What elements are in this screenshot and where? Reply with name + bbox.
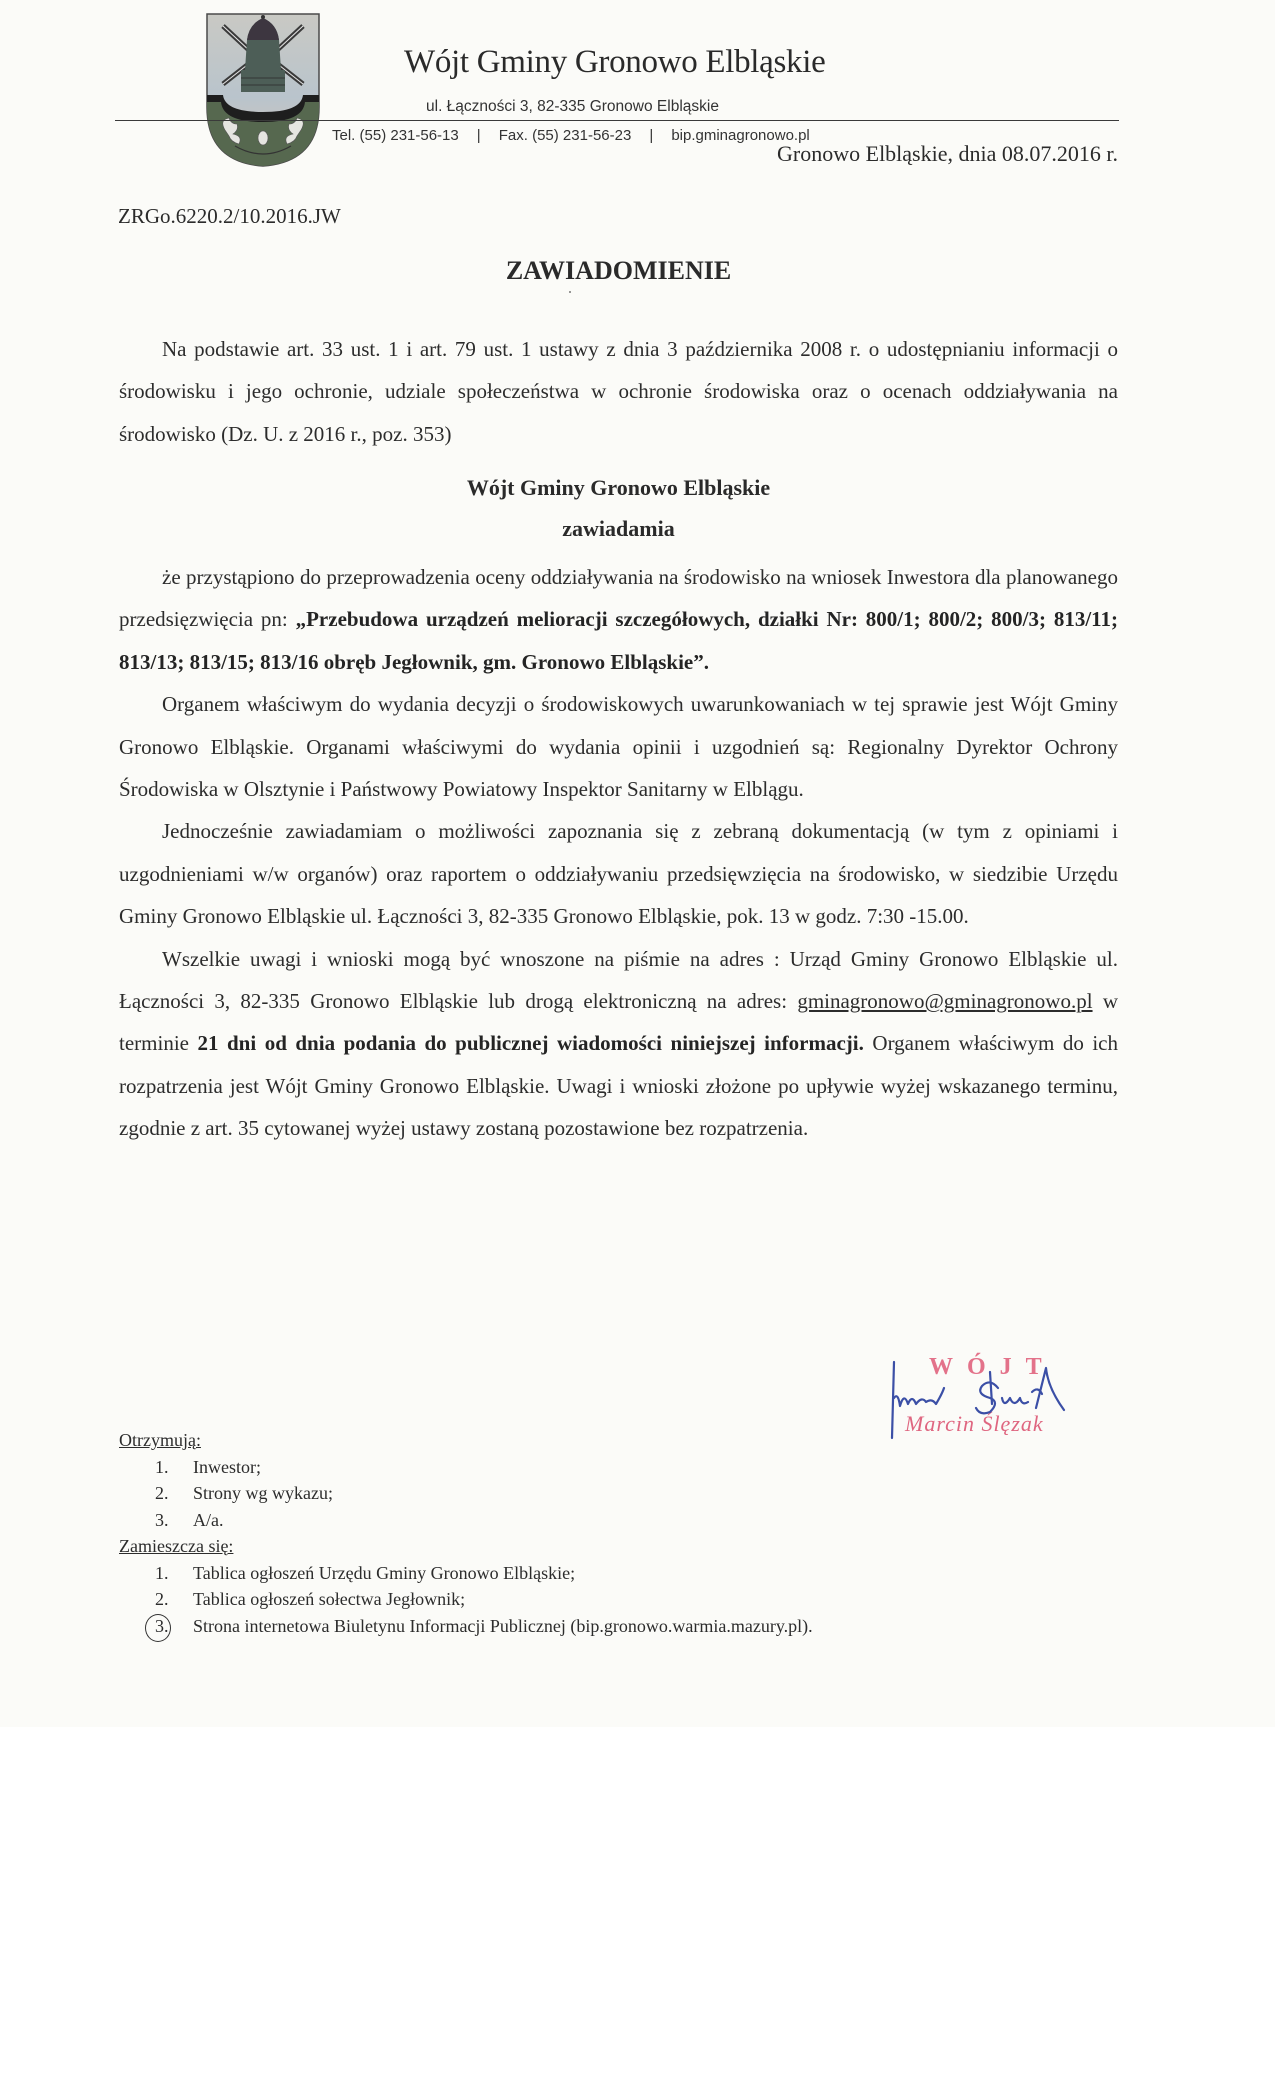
- comments-end: Organem właściwym do ich rozpatrzenia jest Wójt Gminy Gronowo Elbląskie. Uwagi i wnioski złożone po upływie wyżej wskazanego terminu, zgodnie z art. 35 cytowanej wyżej ustawy zostaną pozostawione bez rozpatrzenia.: [119, 1031, 1118, 1141]
- reference-number: ZRGo.6220.2/10.2016.JW: [118, 204, 341, 228]
- comments-deadline: 21 dni od dnia podania do publicznej wiadomości niniejszej informacji.: [197, 1031, 864, 1056]
- paragraph-project-text: że przystąpiono do przeprowadzenia oceny oddziaływania na środowisko na wniosek Inwestora dla planowanego przedsięzwięcia pn:: [119, 565, 1118, 632]
- recipients-list: [119, 1427, 813, 1639]
- coat-of-arms-icon: [205, 12, 321, 168]
- letterhead-address: ul. Łączności 3, 82-335 Gronowo Elbląskie: [426, 98, 719, 115]
- list-item: 1. Tablica ogłoszeń Urzędu Gminy Gronowo Elbląskie;: [155, 1562, 576, 1583]
- signature-icon: [886, 1358, 1096, 1448]
- separator: |: [476, 127, 481, 144]
- comments-intro: Wszelkie uwagi i wnioski mogą być wnoszone na piśmie na adres : Urząd Gminy Gronowo Elbląskie ul. Łączności 3, 82-335 Gronowo Elbląskie lub drogą elektroniczną na adres:: [119, 946, 1118, 1014]
- list-item: 3. Strona internetowa Biuletynu Informacji Publicznej (bip.gronowo.warmia.mazury.pl).: [119, 1613, 813, 1640]
- issuer-heading: Wójt Gminy Gronowo Elbląskie: [466, 475, 771, 500]
- legal-basis-text: Na podstawie art. 33 ust. 1 i art. 79 ust. 1 ustawy z dnia 3 października 2008 r. o udostępnianiu informacji o środowisku i jego ochronie, udziale społeczeństwa w ochronie środowiska oraz o ocenach oddziaływania na środowisko (Dz. U. z 2016 r., poz. 353): [119, 337, 1118, 446]
- project-name: „Przebudowa urządzeń melioracji szczegółowych, działki Nr: 800/1; 800/2; 800/3; 813/11; 813/13; 813/15; 813/16 obręb Jegłownik, gm. Gronowo Elbląskie”.: [119, 607, 1118, 674]
- issuer-action: zawiadamia: [562, 516, 675, 541]
- comments-mid: w terminie: [119, 989, 1118, 1056]
- letterhead-phone: Tel. (55) 231-56-13: [332, 127, 459, 144]
- paragraph-project: [119, 556, 1118, 683]
- paragraph-authorities: Organem właściwym do wydania decyzji o środowiskowych uwarunkowaniach w tej sprawie jest Wójt Gminy Gronowo Elbląskie. Organami właściwymi do wydania opinii i uzgodnień są: Regionalny Dyrektor Ochrony Środowiska w Olsztynie i Państwowy Powiatowy Inspektor Sanitarny w Elblągu.: [119, 692, 1118, 802]
- recipients-header: Otrzymują:: [119, 1430, 201, 1450]
- document-title: ZAWIADOMIENIE: [505, 256, 732, 285]
- list-item: 3. A/a.: [155, 1509, 224, 1530]
- stamp-name: Marcin Ślęzak: [905, 1411, 1044, 1436]
- letterhead-fax: Fax. (55) 231-56-23: [498, 127, 632, 144]
- list-item: 1. Inwestor;: [155, 1456, 261, 1477]
- paragraph-documentation: Jednocześnie zawiadamiam o możliwości zapoznania się z zebraną dokumentacją (w tym z opiniami i uzgodnieniami w/w organów) oraz raportem o oddziaływaniu przedsięwzięcia na środowisko, w siedzibie Urzędu Gminy Gronowo Elbląskie ul. Łączności 3, 82-335 Gronowo Elbląskie, pok. 13 w godz. 7:30 -15.00.: [119, 819, 1118, 929]
- letterhead-title: Wójt Gminy Gronowo Elbląskie: [404, 44, 826, 80]
- letterhead-divider: [115, 120, 1119, 121]
- date-line: Gronowo Elbląskie, dnia 08.07.2016 r.: [777, 141, 1118, 166]
- separator: |: [649, 127, 654, 144]
- body-paragraphs: [119, 556, 1118, 1150]
- stamp-title: WÓJT: [929, 1354, 1056, 1380]
- scan-speck: [569, 291, 571, 293]
- posted-header: Zamieszcza się:: [119, 1536, 234, 1556]
- list-item: 2. Tablica ogłoszeń sołectwa Jegłownik;: [155, 1589, 466, 1609]
- list-item: 2. Strony wg wykazu;: [155, 1483, 333, 1503]
- email-link[interactable]: gminagronowo@gminagronowo.pl: [797, 989, 1093, 1014]
- paragraph-comments: [119, 938, 1118, 1150]
- letterhead-contact: [332, 127, 810, 144]
- circled-number: 3.: [119, 1613, 193, 1640]
- letterhead-website: bip.gminagronowo.pl: [671, 127, 810, 144]
- legal-basis-paragraph: [119, 328, 1118, 455]
